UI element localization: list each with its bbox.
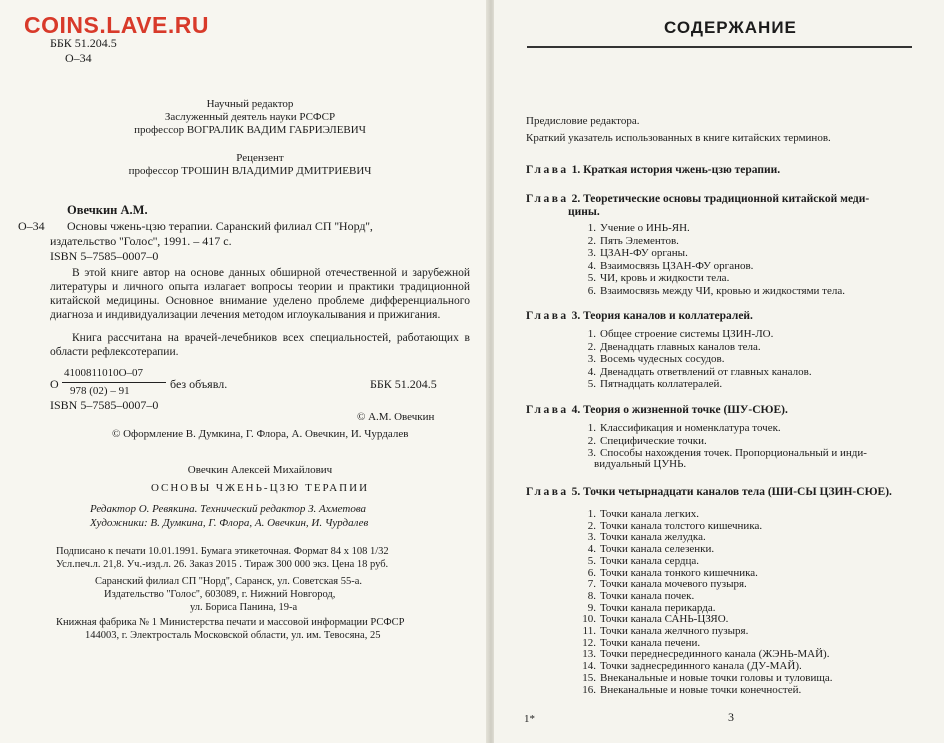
chapter-2-item-label: ЧИ, кровь и жидкости тела. xyxy=(600,272,730,285)
toc-item-number: 14. xyxy=(582,660,596,673)
chapter-4-item-label: Специфические точки. xyxy=(600,434,707,447)
toc-list-item xyxy=(578,247,688,259)
chapter-5-item-label: Точки канала селезенки. xyxy=(600,543,715,556)
toc-list-item xyxy=(578,341,761,353)
chapter-4-item-label: Способы нахождения точек. Пропорциональный и инди- xyxy=(600,447,867,460)
toc-list-item xyxy=(572,590,694,602)
toc-item-number: 1. xyxy=(587,508,596,520)
bbk-code-top: ББК 51.204.5 xyxy=(50,36,117,50)
toc-item-number: 3. xyxy=(587,247,596,260)
toc-item-number: 5. xyxy=(587,378,596,391)
chapter-5-item-label: Внеканальные и новые точки головы и туловища. xyxy=(600,671,833,684)
toc-item-number: 5. xyxy=(587,272,596,285)
toc-title: СОДЕРЖАНИЕ xyxy=(664,18,797,37)
bbk-code-bottom: ББК 51.204.5 xyxy=(370,377,437,391)
toc-item-number: 10. xyxy=(582,613,596,626)
printer-line-2: 144003, г. Электросталь Московской области, ул. им. Тевосяна, 25 xyxy=(85,630,381,641)
toc-chapter-4: Глава 4. Теория о жизненной точке (ШУ-СЮЕ). xyxy=(526,404,788,416)
toc-list-item xyxy=(572,684,801,696)
toc-item-number: 8. xyxy=(587,589,596,602)
chapter-5-item-label: Внеканальные и новые точки конечностей. xyxy=(600,683,802,696)
toc-item-number: 1. xyxy=(587,422,596,434)
toc-chapter-2: Глава 2. Теоретические основы традиционной китайской меди- xyxy=(526,193,870,205)
frac-denominator: 978 (02) – 91 xyxy=(70,385,130,397)
toc-list-item xyxy=(578,353,724,365)
toc-item-number: 3. xyxy=(587,447,596,460)
isbn-1: ISBN 5–7585–0007–0 xyxy=(50,249,159,263)
toc-item-number: 3. xyxy=(587,531,596,544)
signature-mark: 1* xyxy=(524,713,535,725)
watermark-logo: COINS.LAVE.RU xyxy=(24,12,209,38)
chapter-5-item-label: Точки канала печени. xyxy=(600,636,701,649)
chapter-5-item-label: Точки канала сердца. xyxy=(600,554,700,567)
toc-item-number: 7. xyxy=(587,578,596,591)
chapter-3-item-label: Восемь чудесных сосудов. xyxy=(600,353,725,366)
chapter-5-item-label: Точки заднесрединного канала (ДУ-МАЙ). xyxy=(600,660,802,673)
toc-item-number: 11. xyxy=(582,625,596,637)
toc-list-item xyxy=(578,260,753,272)
author-full-name: Овечкин Алексей Михайлович xyxy=(187,464,333,476)
toc-list-item xyxy=(572,508,699,520)
toc-item-number: 6. xyxy=(587,566,596,579)
toc-list-item xyxy=(572,520,762,532)
toc-item-number: 2. xyxy=(587,340,596,353)
toc-list-item xyxy=(572,531,706,543)
frac-numerator: 4100811010О–07 xyxy=(64,367,144,379)
frac-o: О xyxy=(50,377,59,391)
o34-code-top: О–34 xyxy=(65,51,92,65)
toc-list-item xyxy=(578,378,722,390)
toc-item-number: 5. xyxy=(587,554,596,567)
toc-chapter-2-cont: цины. xyxy=(568,206,600,218)
toc-item-number: 12. xyxy=(582,636,596,649)
chapter-5-item-label: Точки канала толстого кишечника. xyxy=(600,519,763,532)
imprint-line-2: Усл.печ.л. 21,8. Уч.-изд.л. 26. Заказ 2015 . Тираж 300 000 экз. Цена 18 руб. xyxy=(56,559,389,570)
audience-paragraph: Книга рассчитана на врачей-лечебников всех специальностей, работающих в области рефлексотерапии. xyxy=(50,332,470,358)
chapter-5-item-label: Точки канала САНЬ-ЦЗЯО. xyxy=(600,613,729,626)
toc-list-item xyxy=(572,625,748,637)
toc-glossary: Краткий указатель использованных в книге китайских терминов. xyxy=(526,132,831,144)
chapter-3-item-label: Двенадцать ответвлений от главных каналов. xyxy=(600,365,812,378)
copyright-design: © Оформление В. Думкина, Г. Флора, А. Овечкин, И. Чурдалев xyxy=(112,428,409,440)
chapter-2-item-label: Взаимосвязь ЦЗАН-ФУ органов. xyxy=(600,259,754,272)
toc-item-number: 3. xyxy=(587,353,596,366)
publisher-line-2: Издательство ''Голос'', 603089, г. Нижний Новгород, xyxy=(104,589,336,600)
publisher-line-3: ул. Бориса Панина, 19-а xyxy=(190,602,298,613)
sci-editor-title: Заслуженный деятель науки РСФСР xyxy=(164,111,336,123)
chapter-2-item-label: Взаимосвязь между ЧИ, кровью и жидкостями тела. xyxy=(600,285,845,297)
toc-chapter-5: Глава 5. Точки четырнадцати каналов тела (ШИ-СЫ ЦЗИН-СЮЕ). xyxy=(526,486,892,498)
toc-list-item xyxy=(578,222,690,234)
chapter-2-item-label: Учение о ИНЬ-ЯН. xyxy=(600,222,690,234)
toc-list-item xyxy=(572,567,758,579)
title-rule xyxy=(527,46,912,48)
toc-list-item xyxy=(578,422,781,434)
chapter-2-item-label: ЦЗАН-ФУ органы. xyxy=(600,247,688,260)
toc-item-4-3-cont: видуальный ЦУНЬ. xyxy=(594,458,687,470)
o34-code-side: О–34 xyxy=(18,219,45,233)
copyright-author: © А.М. Овечкин xyxy=(357,411,435,423)
toc-list-item xyxy=(578,435,707,447)
toc-item-number: 1. xyxy=(587,222,596,234)
toc-item-number: 15. xyxy=(582,671,596,684)
toc-item-number: 4. xyxy=(587,259,596,272)
artists-line: Художники: В. Думкина, Г. Флора, А. Овечкин, И. Чурдалев xyxy=(90,517,369,529)
toc-chapter-3: Глава 3. Теория каналов и коллатералей. xyxy=(526,310,753,322)
toc-list-item xyxy=(578,285,845,297)
toc-item-number: 13. xyxy=(582,648,596,661)
toc-item-number: 2. xyxy=(587,519,596,532)
chapter-5-item-label: Точки канала тонкого кишечника. xyxy=(600,566,758,579)
editors-line: Редактор О. Ревякина. Технический редактор З. Ахметова xyxy=(90,503,367,515)
bib-line-1: Основы чжень-цзю терапии. Саранский филиал СП ''Норд'', xyxy=(67,219,373,233)
toc-item-number: 6. xyxy=(587,285,596,297)
fraction-bar xyxy=(62,382,166,383)
toc-list-item xyxy=(578,235,679,247)
toc-item-number: 4. xyxy=(587,543,596,556)
chapter-4-item-label: Классификация и номенклатура точек. xyxy=(600,422,781,434)
toc-list-item xyxy=(572,613,728,625)
page-number: 3 xyxy=(728,710,734,724)
chapter-5-item-label: Точки канала желчного пузыря. xyxy=(600,625,749,637)
chapter-3-item-label: Двенадцать главных каналов тела. xyxy=(600,340,761,353)
toc-list-item xyxy=(578,272,729,284)
toc-list-item xyxy=(572,637,700,649)
abstract-paragraph: В этой книге автор на основе данных обширной отечественной и зарубежной литературы и личного опыта излагает вопросы теории и практики традиционной китайской медицины. Основное внимание уделено проблеме дифференциального диагноза и индивидуализации лечения методом иглоукалывания и прижигания. xyxy=(50,267,470,321)
sci-editor-name: профессор ВОГРАЛИК ВАДИМ ГАБРИЭЛЕВИЧ xyxy=(134,124,366,136)
chapter-5-item-label: Точки канала почек. xyxy=(600,589,695,602)
chapter-3-item-label: Пятнадцать коллатералей. xyxy=(600,378,723,391)
toc-item-number: 2. xyxy=(587,434,596,447)
chapter-3-item-label: Общее строение системы ЦЗИН-ЛО. xyxy=(600,328,774,340)
chapter-5-item-label: Точки канала легких. xyxy=(600,508,700,520)
toc-list-item xyxy=(572,648,829,660)
author-short: Овечкин А.М. xyxy=(67,203,148,217)
toc-list-item xyxy=(572,555,699,567)
publisher-line-1: Саранский филиал СП ''Норд'', Саранск, ул. Советская 55-а. xyxy=(95,576,363,587)
toc-chapter-1: Глава 1. Краткая история чжень-цзю терапии. xyxy=(526,164,781,176)
chapter-5-item-label: Точки канала перикарда. xyxy=(600,601,716,614)
printer-line-1: Книжная фабрика № 1 Министерства печати и массовой информации РСФСР xyxy=(56,617,405,628)
toc-list-item xyxy=(578,328,773,340)
toc-item-number: 4. xyxy=(587,365,596,378)
imprint-line-1: Подписано к печати 10.01.1991. Бумага этикеточная. Формат 84 х 108 1/32 xyxy=(56,546,389,557)
chapter-2-item-label: Пять Элементов. xyxy=(600,234,679,247)
toc-list-item xyxy=(572,660,802,672)
book-title: ОСНОВЫ ЧЖЕНЬ-ЦЗЮ ТЕРАПИИ xyxy=(150,482,370,494)
bib-line-2: издательство ''Голос'', 1991. – 417 с. xyxy=(50,234,232,248)
chapter-5-item-label: Точки переднесрединного канала (ЖЭНЬ-МАЙ). xyxy=(600,648,830,661)
frac-note: без объявл. xyxy=(170,377,228,391)
toc-item-number: 2. xyxy=(587,234,596,247)
reviewer-label: Рецензент xyxy=(236,152,284,164)
toc-item-number: 1. xyxy=(587,328,596,340)
chapter-5-item-label: Точки канала мочевого пузыря. xyxy=(600,578,747,591)
toc-preface: Предисловие редактора. xyxy=(526,115,640,127)
toc-item-number: 9. xyxy=(587,601,596,614)
toc-list-item xyxy=(572,543,714,555)
toc-list-item xyxy=(572,578,747,590)
chapter-5-item-label: Точки канала желудка. xyxy=(600,531,706,544)
sci-editor-label: Научный редактор xyxy=(206,98,294,110)
isbn-2: ISBN 5–7585–0007–0 xyxy=(50,398,159,412)
toc-list-item xyxy=(572,672,832,684)
toc-item-number: 16. xyxy=(582,683,596,696)
toc-list-item xyxy=(572,602,715,614)
toc-list-item xyxy=(578,366,812,378)
reviewer-name: профессор ТРОШИН ВЛАДИМИР ДМИТРИЕВИЧ xyxy=(128,165,372,177)
